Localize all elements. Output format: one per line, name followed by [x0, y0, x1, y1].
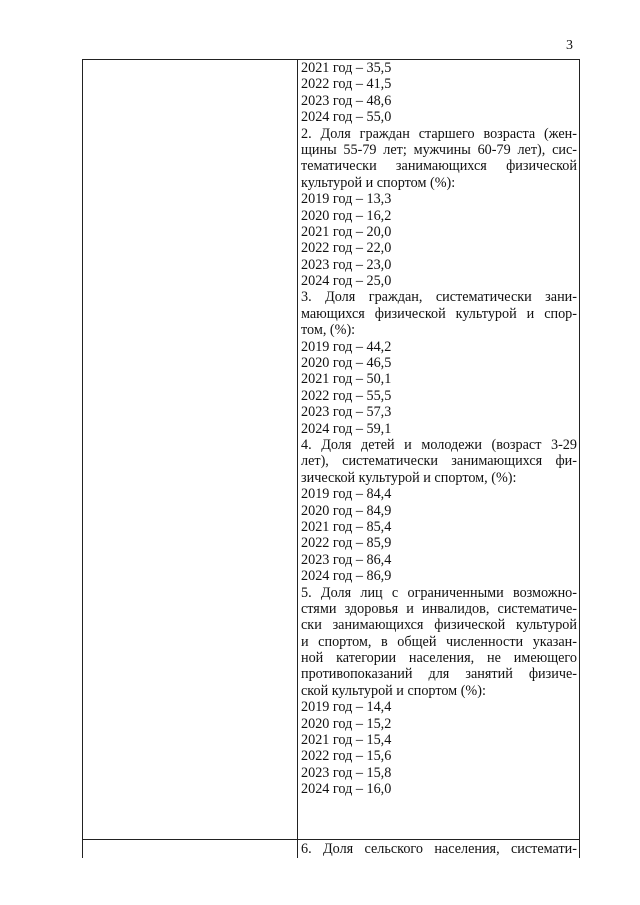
text-line: 2022 год – 22,0 — [301, 240, 392, 257]
text-line: 2020 год – 15,2 — [301, 715, 392, 732]
text-line: 2019 год – 44,2 — [301, 338, 392, 355]
text-line: мающихся физической культурой и спор- — [301, 305, 577, 322]
text-line: тематически занимающихся физической — [301, 158, 577, 175]
text-line: 2021 год – 35,5 — [301, 60, 392, 76]
text-line: 2024 год – 25,0 — [301, 273, 392, 290]
text-line: 2024 год – 59,1 — [301, 420, 392, 437]
text-line: 2019 год – 84,4 — [301, 486, 392, 503]
text-line: 2020 год – 46,5 — [301, 355, 392, 372]
text-line: 2022 год – 41,5 — [301, 76, 392, 93]
text-line: 2019 год – 13,3 — [301, 191, 392, 208]
text-line: ски занимающихся физической культурой — [301, 617, 577, 634]
text-line: 2024 год – 55,0 — [301, 109, 392, 126]
text-line: 2023 год – 23,0 — [301, 256, 392, 273]
text-line: 2024 год – 86,9 — [301, 568, 392, 585]
text-line: лет), систематически занимающихся фи- — [301, 453, 577, 470]
column-divider — [297, 59, 298, 858]
text-line: 2020 год – 84,9 — [301, 502, 392, 519]
text-line: 2023 год – 15,8 — [301, 764, 392, 781]
text-line: 2021 год – 15,4 — [301, 732, 392, 749]
row-divider — [82, 839, 580, 840]
text-line: 4. Доля детей и молодежи (возраст 3-29 — [301, 436, 577, 453]
indicator-text-column — [301, 60, 577, 798]
text-line: 5. Доля лиц с ограниченными возможно- — [301, 584, 577, 601]
text-line: 2023 год – 57,3 — [301, 404, 392, 421]
text-line: 2021 год – 20,0 — [301, 223, 392, 240]
next-row-text: 6. Доля сельского населения, системати- — [301, 841, 577, 857]
text-line: 2021 год – 50,1 — [301, 371, 392, 388]
text-line: 2020 год – 16,2 — [301, 207, 392, 224]
text-line: культурой и спортом (%): — [301, 174, 456, 191]
text-line: стями здоровья и инвалидов, систематиче- — [301, 600, 577, 617]
text-line: 2022 год – 85,9 — [301, 535, 392, 552]
text-line: противопоказаний для занятий физиче- — [301, 666, 577, 683]
text-line: и спортом, в общей численности указан- — [301, 633, 577, 650]
text-line: 3. Доля граждан, систематически зани- — [301, 289, 577, 306]
text-line: том, (%): — [301, 322, 356, 339]
text-line: 2022 год – 55,5 — [301, 387, 392, 404]
text-line: 2024 год – 16,0 — [301, 781, 392, 798]
text-line: 2022 год – 15,6 — [301, 748, 392, 765]
text-line: 2023 год – 48,6 — [301, 92, 392, 109]
text-line: ской культурой и спортом (%): — [301, 682, 486, 699]
text-line: 2019 год – 14,4 — [301, 699, 392, 716]
text-line: щины 55-79 лет; мужчины 60-79 лет), сис- — [301, 141, 577, 158]
text-line: 2. Доля граждан старшего возраста (жен- — [301, 125, 577, 142]
text-line: 2023 год – 86,4 — [301, 551, 392, 568]
text-line: зической культурой и спортом, (%): — [301, 469, 517, 486]
page-number: 3 — [566, 38, 573, 53]
text-line: 2021 год – 85,4 — [301, 518, 392, 535]
text-line: ной категории населения, не имеющего — [301, 650, 577, 667]
